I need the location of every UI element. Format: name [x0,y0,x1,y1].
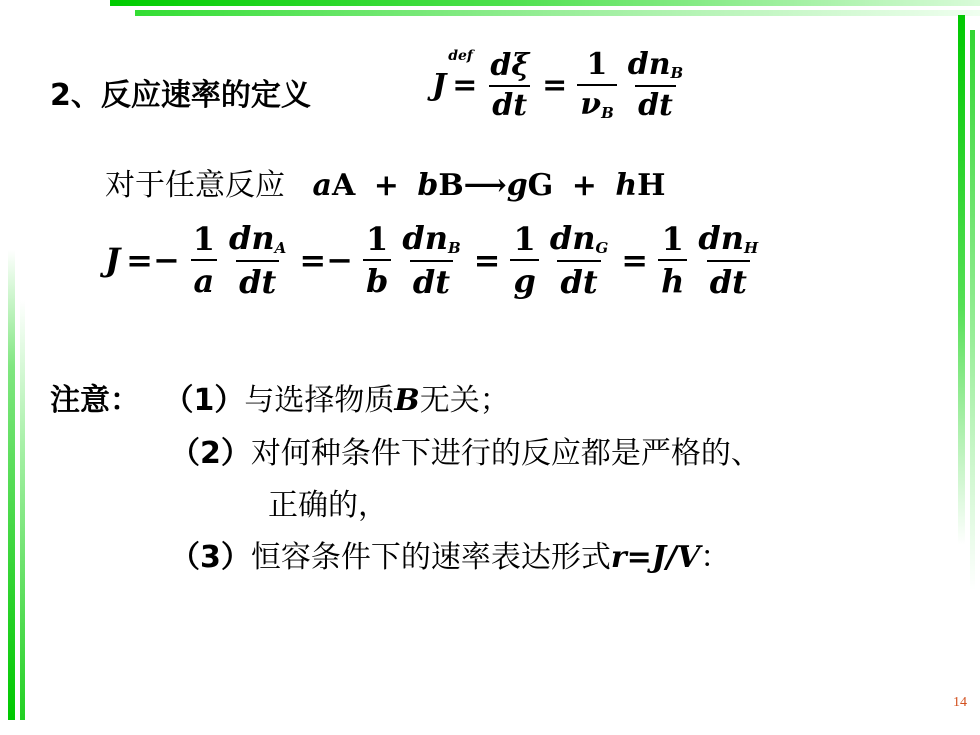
page-number: 14 [953,695,967,710]
equals-sign: = [621,241,649,279]
equals-sign: =− [126,241,180,279]
notes-item-2: （2）对何种条件下进行的反应都是严格的、 [170,436,761,471]
fraction-one-over-coef: $\frac{1}{a}$ [190,223,218,297]
rate-definition-equation: J = def $\frac{d\xi}{dt}$ = $\frac{1}{\nu_B}$ $\frac{dn_B}{dt}$ [432,50,690,121]
equals-sign: = [473,241,501,279]
fraction-one-over-nu: $\frac{1}{\nu_B}$ [577,50,617,121]
notes-item-3: （3）恒容条件下的速率表达形式r=J/V： [170,540,731,575]
frame-bar-top [110,0,980,6]
frame-bar-top-inner [135,10,980,16]
section-heading: 2、反应速率的定义 [50,78,311,113]
fraction-dn-dt: $\frac{dn_B}{dt}$ [402,219,461,301]
fraction-dn-dt: $\frac{dn_H}{dt}$ [698,219,759,301]
fraction-one-over-coef: $\frac{1}{b}$ [363,223,391,297]
frame-bar-right [958,15,965,545]
reaction-line: 对于任意反应 aA + bB⟶gG + hH [105,168,666,203]
def-equals: = def [448,48,478,103]
fraction-dn-dt: $\frac{dn_A}{dt}$ [229,219,287,301]
rate-equation: J =− $\frac{1}{a}$ $\frac{dn_A}{dt}$ =− $\frac{1}{b}$ $\frac{dn_B}{dt}$ = $\frac{1}{g}$ $\frac{dn_G}{dt}$ = $\frac{1}{h}$ $\frac{dn_H}{dt}$ [105,222,765,298]
fraction-dnb-dt: $\frac{dn_B}{dt}$ [627,47,684,123]
frame-bar-right-inner [970,30,975,590]
fraction-dxi-dt: $\frac{d\xi}{dt}$ [490,47,530,123]
reaction-arrow-icon: ⟶ [463,168,507,203]
fraction-one-over-coef: $\frac{1}{h}$ [658,223,687,297]
notes-item-2-continued: 正确的， [268,488,388,523]
frame-bar-left-inner [20,300,25,720]
fraction-one-over-coef: $\frac{1}{g}$ [510,223,538,297]
frame-bar-left [8,250,15,720]
notes-item-1: 注意： （1）与选择物质B无关； [50,383,510,418]
equals-sign: =− [299,241,353,279]
fraction-dn-dt: $\frac{dn_G}{dt}$ [549,219,609,301]
